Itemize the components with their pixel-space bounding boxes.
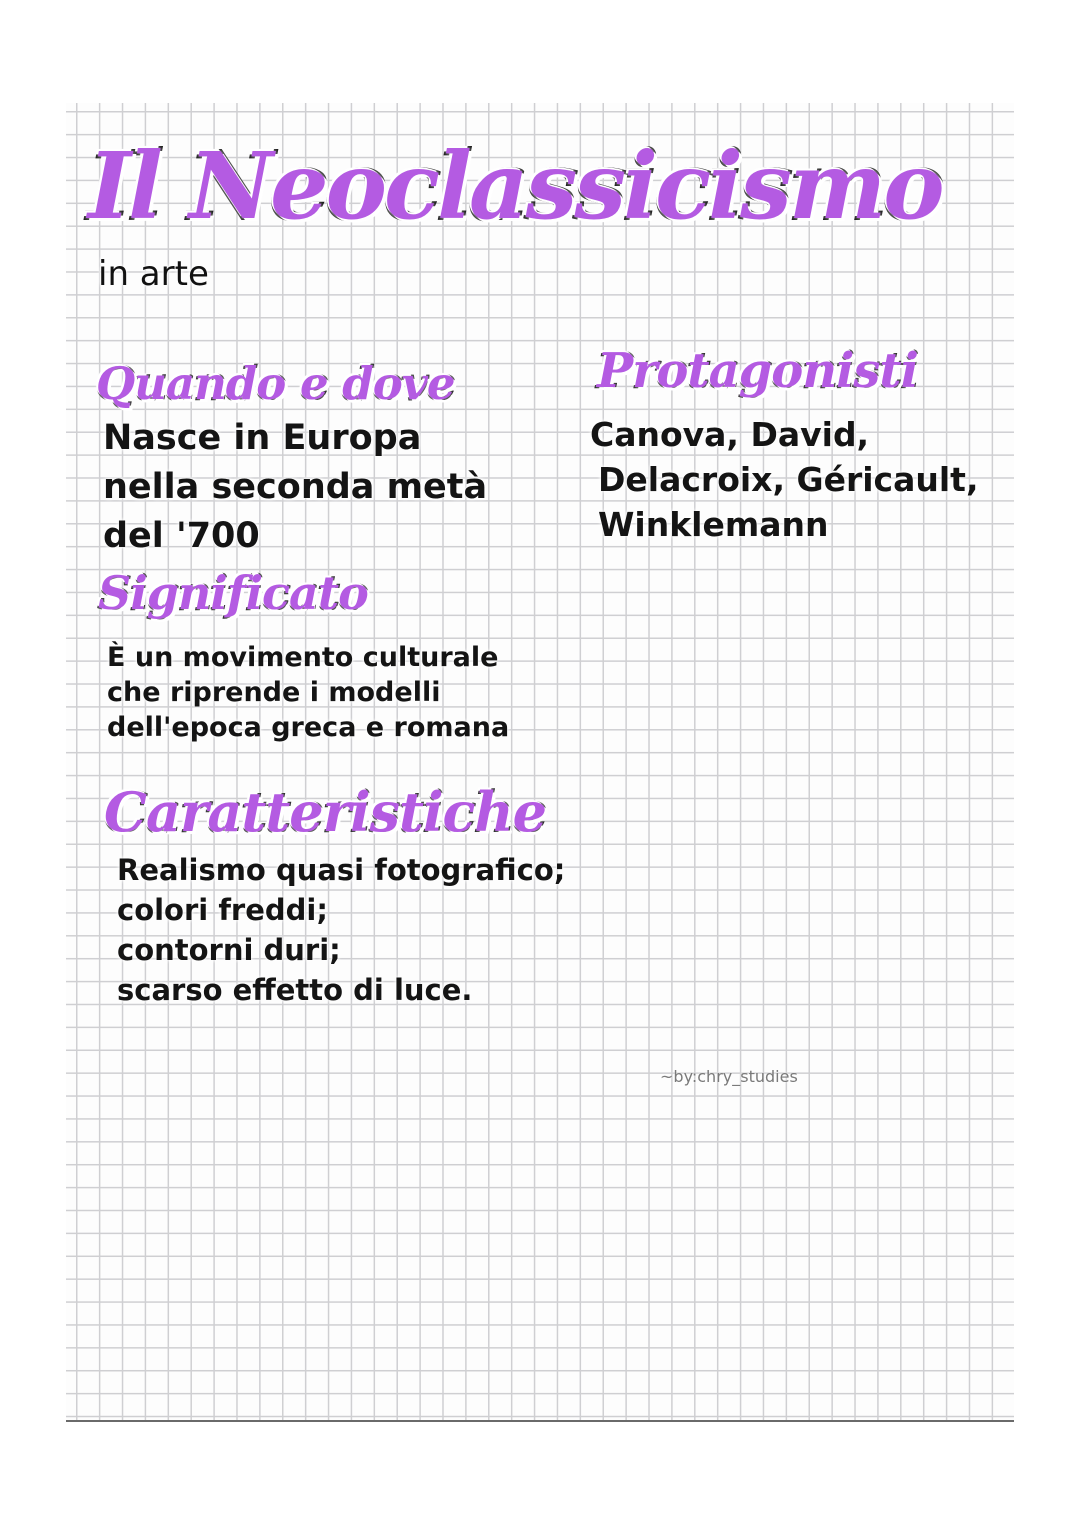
text-line: nella seconda metà [103,467,488,507]
meaning-text [107,640,509,745]
page-subtitle: in arte [98,254,209,294]
heading-meaning: Significato [98,566,368,620]
text-line: Delacroix, Géricault, [598,460,979,499]
text-line: del '700 [103,516,260,556]
text-line: dell'epoca greca e romana [107,712,510,743]
page-bottom-border [66,1420,1014,1422]
heading-characteristics: Caratteristiche [104,780,546,844]
grid-paper [66,103,1014,1421]
text-line: Canova, David, [590,415,870,454]
text-line: contorni duri; [117,933,341,967]
heading-protagonists: Protagonisti [597,343,918,399]
text-line: colori freddi; [117,893,328,927]
when-where-text [103,414,487,561]
text-line: scarso effetto di luce. [117,973,473,1007]
text-line: È un movimento culturale [107,642,499,673]
text-line: Winklemann [598,505,829,544]
page-title: Il Neoclassicismo [88,132,942,240]
protagonists-text [590,412,978,547]
author-credit: ~by:chry_studies [660,1067,798,1086]
text-line: Nasce in Europa [103,418,422,458]
heading-when-where: Quando e dove [96,357,455,410]
text-line: Realismo quasi fotografico; [117,853,566,887]
characteristics-text [117,850,565,1010]
text-line: che riprende i modelli [107,677,441,708]
